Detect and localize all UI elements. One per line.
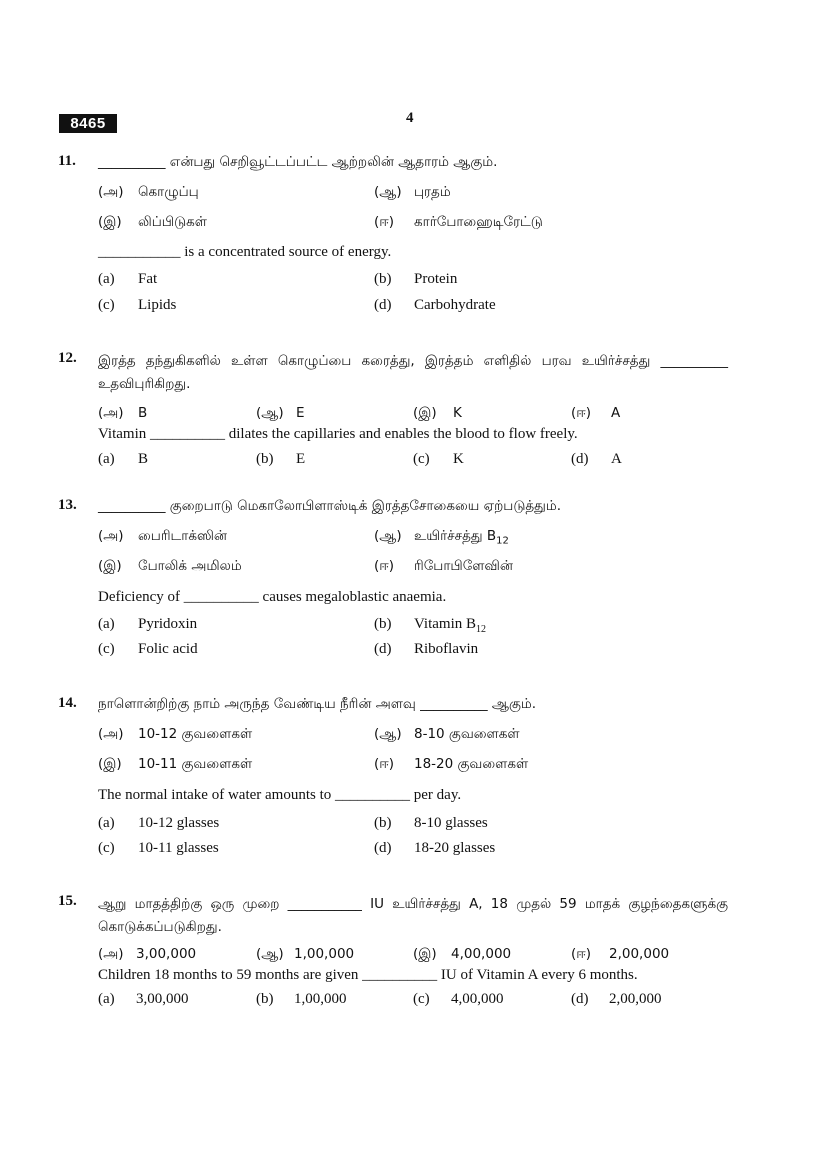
option-english-a: (a) 3,00,000 [98, 991, 189, 1007]
question-text-tamil: ஆறு மாதத்திற்கு ஒரு முறை ___________ IU உயிர்ச்சத்து A, 18 முதல் 59 மாதக் குழந்தைகளுக்கு கொடுக்கப்படுகிறது. [98, 896, 728, 935]
option-tamil-b: (ஆ) 8-10 குவளைகள் [374, 726, 520, 742]
question-text-tamil: இரத்த தந்துகிகளில் உள்ள கொழுப்பை கரைத்து, இரத்தம் எளிதில் பரவ உயிர்ச்சத்து __________ உதவிபுரிகிறது. [98, 353, 728, 392]
question-text-english: Deficiency of __________ causes megaloblastic anaemia. [98, 589, 447, 605]
option-tamil-c: (இ) K [413, 405, 462, 421]
option-tamil-c: (இ) 10-11 குவளைகள் [98, 756, 253, 772]
question-number: 12. [58, 350, 77, 366]
question-text-tamil: __________ குறைபாடு மெகாலோபிளாஸ்டிக் இரத்தசோகையை ஏற்படுத்தும். [98, 498, 562, 514]
option-tamil-c: (இ) லிப்பிடுகள் [98, 214, 207, 230]
option-tamil-a: (அ) கொழுப்பு [98, 184, 199, 200]
option-english-b: (b) Protein [374, 271, 458, 287]
option-english-a: (a) Fat [98, 271, 158, 287]
question-number: 11. [58, 153, 76, 169]
option-tamil-a: (அ) 3,00,000 [98, 946, 197, 962]
option-english-a: (a) 10-12 glasses [98, 815, 220, 831]
option-english-b: (b) 8-10 glasses [374, 815, 488, 831]
option-english-c: (c) 10-11 glasses [98, 840, 219, 856]
option-tamil-c: (இ) போலிக் அமிலம் [98, 558, 242, 574]
option-tamil-b: (ஆ) உயிர்ச்சத்து $B_{12}$ [374, 528, 509, 547]
question-number: 15. [58, 893, 77, 909]
option-tamil-a: (அ) B [98, 405, 148, 421]
option-tamil-d: (ஈ) கார்போஹைடிரேட்டு [374, 214, 543, 230]
page-number: 4 [406, 110, 414, 126]
option-tamil-b: (ஆ) E [256, 405, 305, 421]
option-english-b: (b) 1,00,000 [256, 991, 347, 1007]
paper-code-badge: 8465 [59, 114, 117, 133]
option-english-c: (c) Lipids [98, 297, 177, 313]
option-english-a: (a) Pyridoxin [98, 616, 198, 632]
option-tamil-c: (இ) 4,00,000 [413, 946, 512, 962]
option-tamil-d: (ஈ) ரிபோபிளேவின் [374, 558, 513, 574]
option-tamil-b: (ஆ) புரதம் [374, 184, 451, 200]
question-text-english: ___________ is a concentrated source of energy. [98, 244, 392, 260]
question-number: 14. [58, 695, 77, 711]
option-tamil-d: (ஈ) A [571, 405, 621, 421]
option-tamil-d: (ஈ) 2,00,000 [571, 946, 670, 962]
question-text-english: Children 18 months to 59 months are given __________ IU of Vitamin A every 6 months. [98, 967, 638, 983]
option-english-d: (d) Carbohydrate [374, 297, 496, 313]
option-english-d: (d) A [571, 451, 622, 467]
option-english-d: (d) 2,00,000 [571, 991, 662, 1007]
option-tamil-b: (ஆ) 1,00,000 [256, 946, 355, 962]
option-english-b: (b) E [256, 451, 306, 467]
option-tamil-a: (அ) 10-12 குவளைகள் [98, 726, 253, 742]
question-text-tamil: __________ என்பது செறிவூட்டப்பட்ட ஆற்றலின் ஆதாரம் ஆகும். [98, 154, 498, 170]
option-english-c: (c) K [413, 451, 464, 467]
question-text-english: Vitamin __________ dilates the capillaries and enables the blood to flow freely. [98, 426, 578, 442]
question-text-tamil: நாளொன்றிற்கு நாம் அருந்த வேண்டிய நீரின் அளவு __________ ஆகும். [98, 696, 537, 712]
option-english-c: (c) 4,00,000 [413, 991, 504, 1007]
question-number: 13. [58, 497, 77, 513]
option-tamil-d: (ஈ) 18-20 குவளைகள் [374, 756, 529, 772]
option-english-c: (c) Folic acid [98, 641, 198, 657]
question-text-english: The normal intake of water amounts to __________ per day. [98, 787, 462, 803]
option-english-a: (a) B [98, 451, 149, 467]
option-english-d: (d) 18-20 glasses [374, 840, 496, 856]
option-english-b: (b) Vitamin $B_{12}$ [374, 616, 487, 635]
option-english-d: (d) Riboflavin [374, 641, 479, 657]
option-tamil-a: (அ) பைரிடாக்ஸின் [98, 528, 227, 544]
